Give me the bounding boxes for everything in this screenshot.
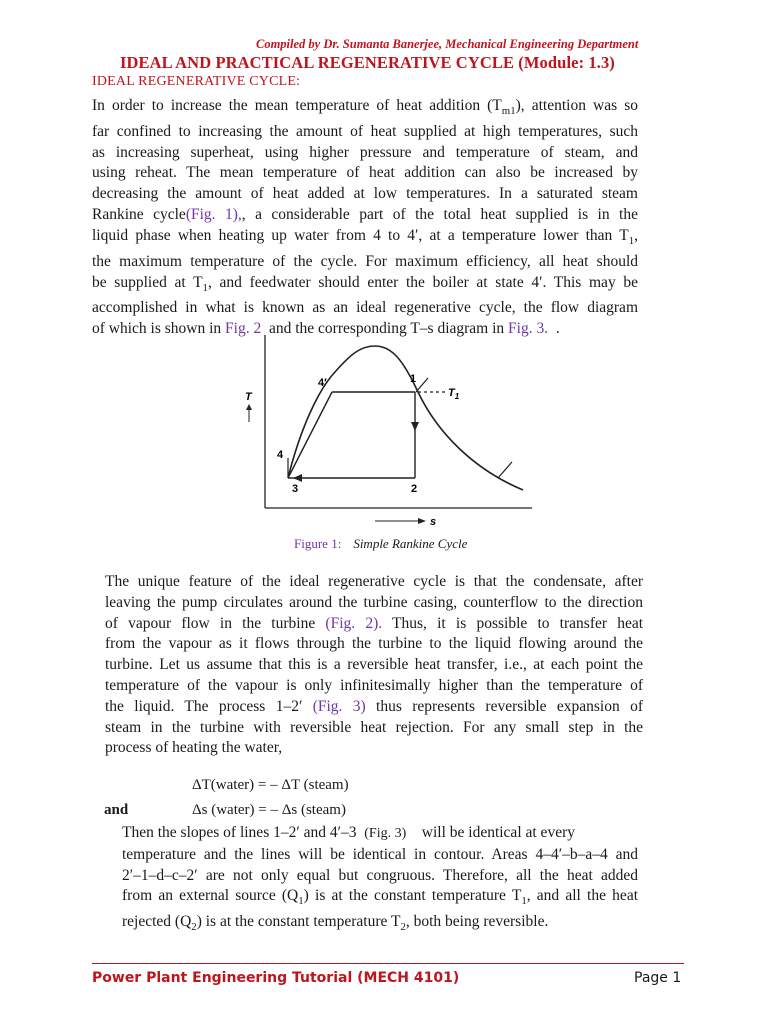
footer-course-title: Power Plant Engineering Tutorial (MECH 4101) <box>92 970 460 986</box>
p1-line: accomplished in what is known as an ideal regenerative cycle, the flow diagram <box>92 299 638 317</box>
s-arrowhead <box>418 518 426 524</box>
p2-line: temperature of the vapour is only infinitesimally higher than the temperature of <box>105 676 643 694</box>
p3-line: temperature and the lines will be identical in contour. Areas 4–4′–b–a–4 and <box>122 845 638 863</box>
footer-divider <box>92 963 684 964</box>
y-axis-label: T <box>245 391 252 403</box>
equation-and: and <box>104 802 129 818</box>
x-axis-label: s <box>430 516 437 528</box>
p2-line: of vapour flow in the turbine (Fig. 2). Thus, it is possible to transfer heat <box>105 614 644 632</box>
rankine-ts-diagram <box>240 330 540 535</box>
p1-line: far confined to increasing the amount of heat supplied at high temperatures, such <box>92 122 638 140</box>
saturation-dome <box>288 346 523 490</box>
p2-line: the liquid. The process 1–2′ (Fig. 3) thus represents reversible expansion of <box>105 697 643 715</box>
fig2-reference: Fig. 2 <box>225 320 262 338</box>
p1-line: of which is shown in Fig. 2 and the corresponding T–s diagram in Fig. 3. . <box>92 320 560 338</box>
paragraph-3 <box>122 823 638 938</box>
equation-entropy: Δs (water) = – Δs (steam) <box>192 802 346 818</box>
figure1-caption: Figure 1: Simple Rankine Cycle <box>294 536 468 551</box>
p1-line: In order to increase the mean temperature of heat addition $(T_{m1})$, attention was so <box>92 97 638 118</box>
equation-temperature: ΔT(water) = – ΔT (steam) <box>192 777 349 793</box>
page-title: IDEAL AND PRACTICAL REGENERATIVE CYCLE (Module: 1.3) <box>120 53 615 72</box>
compiled-by-line: Compiled by Dr. Sumanta Banerjee, Mechanical Engineering Department <box>256 37 639 51</box>
p1-line: using reheat. The mean temperature of heat addition can also be increased by <box>92 164 638 182</box>
label-t1: $T_1$ <box>448 387 460 401</box>
fig3-reference: (Fig. 3) <box>312 697 366 715</box>
condensation-arrow <box>293 474 302 482</box>
expansion-arrow <box>411 422 419 431</box>
p3-line: from an external source $(Q_1)$ is at the constant temperature $T_1$, and all the heat <box>122 887 639 908</box>
p3-line: rejected $(Q_2)$ is at the constant temperature $T_2$, both being reversible. <box>122 913 549 934</box>
fig2-reference: (Fig. 2). <box>325 614 383 632</box>
p2-line: leaving the pump circulates around the turbine casing, counterflow to the direction <box>105 593 643 611</box>
p2-line: steam in the turbine with reversible heat rejection. For any small step in the <box>105 718 643 736</box>
p1-line: be supplied at $T_1$, and feedwater should enter the boiler at state 4′. This may be <box>92 273 638 294</box>
p1-line: the maximum temperature of the cycle. For maximum efficiency, all heat should <box>92 252 638 270</box>
p2-line: from the vapour as it flows through the turbine to the liquid flowing around the <box>105 635 643 653</box>
exhaust-arrow <box>498 462 512 478</box>
p2-line: turbine. Let us assume that this is a reversible heat transfer, i.e., at each point the <box>105 656 643 674</box>
p1-line: as increasing superheat, using higher pressure and temperature of steam, and <box>92 143 638 161</box>
p1-line: Rankine cycle(Fig. 1),, a considerable part of the total heat supplied is in the <box>92 206 638 224</box>
paragraph-2 <box>105 572 643 759</box>
fig3-reference: Fig. 3. <box>508 320 549 338</box>
p1-line: decreasing the amount of heat added at low temperatures. In a saturated steam <box>92 185 638 203</box>
label-4: 4 <box>277 449 284 461</box>
p3-line: Then the slopes of lines 1–2′ and 4′–3 (Fig. 3) will be identical at every <box>122 824 575 841</box>
p1-line: liquid phase when heating up water from 4 to 4′, at a temperature lower than $T_1$, <box>92 226 638 247</box>
label-1: 1 <box>410 373 417 385</box>
p2-line: The unique feature of the ideal regenerative cycle is that the condensate, after <box>105 573 643 590</box>
paragraph-1 <box>92 96 638 340</box>
process-4-4prime <box>288 392 332 478</box>
heat-arrow <box>416 378 428 392</box>
label-2: 2 <box>411 483 418 495</box>
p3-line: 2′–1–d–c–2′ are not only equal but congruous. Therefore, all the heat added <box>122 866 638 884</box>
t-arrowhead <box>246 404 252 410</box>
page-number: Page 1 <box>634 970 682 986</box>
section-heading: IDEAL REGENERATIVE CYCLE: <box>92 74 301 89</box>
label-4prime: 4′ <box>318 377 327 389</box>
p2-line: process of heating the water, <box>105 739 283 757</box>
fig1-reference: (Fig. 1), <box>185 206 242 224</box>
label-3: 3 <box>292 483 299 495</box>
